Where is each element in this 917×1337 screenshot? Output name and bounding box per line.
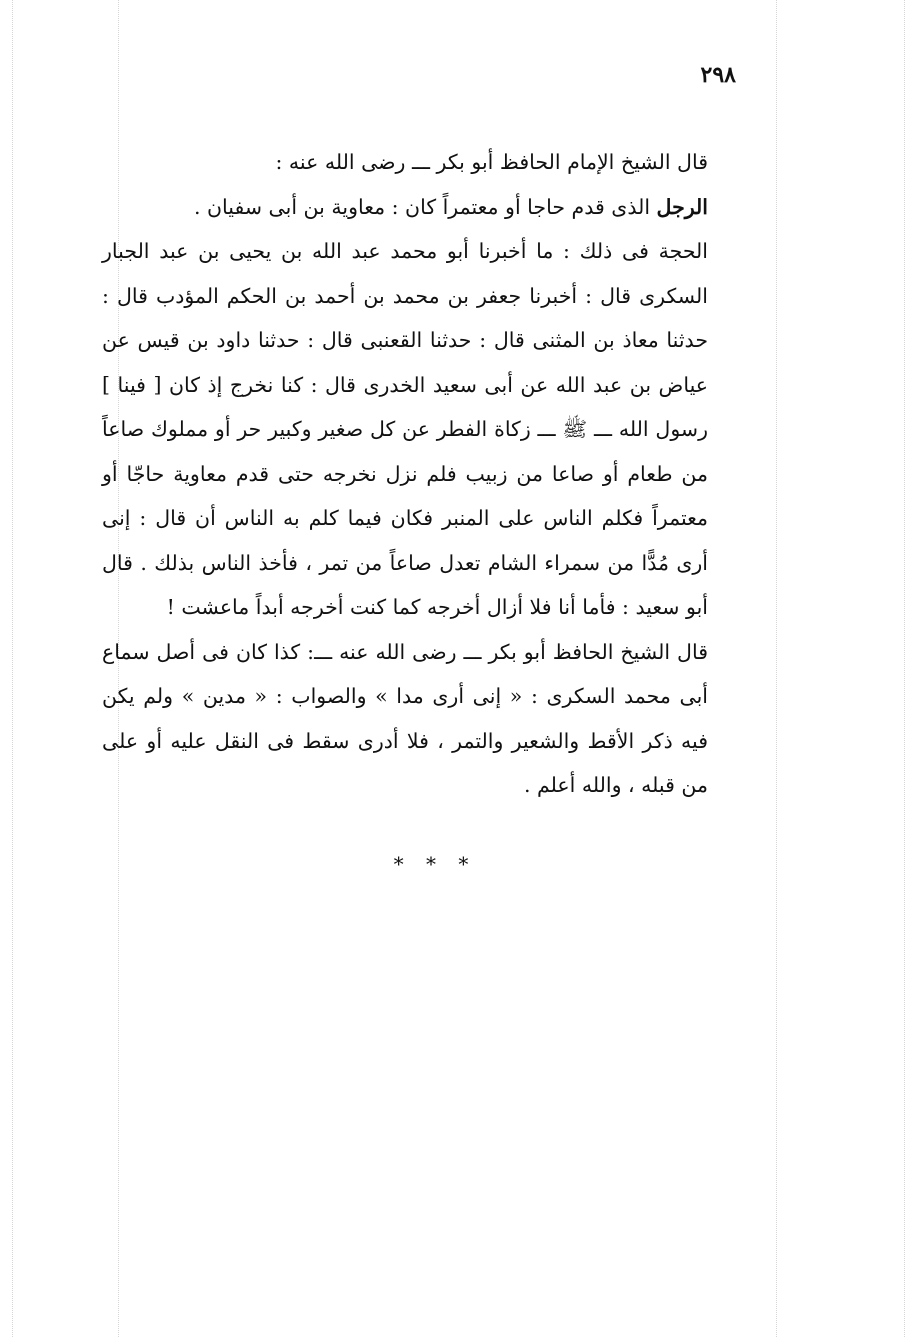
hujja-paragraph: الحجة فى ذلك : ما أخبرنا أبو محمد عبد الله بن يحيى بن عبد الجبار السكرى قال : أخبرنا جعفر بن محمد بن أحمد بن الحكم المؤدب قال : حدثنا معاذ بن المثنى قال : حدثنا القعنبى قال : حدثنا داود بن قيس عن عياض بن عبد الله عن أبى سعيد الخدرى قال : كنا نخرج إذ كان [ فينا ] رسول الله ـــ ﷺ ـــ زكاة الفطر عن كل صغير وكبير حر أو مملوك صاعاً من طعام أو صاعا من زبيب فلم نزل نخرجه حتى قدم معاوية حاجّا أو معتمراً فكلم الناس على المنبر فكان فيما كلم به الناس أن قال : إنى أرى مُدًّا من سمراء الشام تعدل صاعاً من تمر ، فأخذ الناس بذلك . قال أبو سعيد : فأما أنا فلا أزال أخرجه كما كنت أخرجه أبداً ماعشت ! [102, 239, 708, 619]
scan-margin-speckle [904, 0, 905, 1337]
scan-margin-speckle [776, 0, 777, 1337]
intro-entry [102, 185, 708, 230]
scan-margin-speckle [12, 0, 13, 1337]
section-separator: * * * [393, 852, 477, 876]
note-paragraph: قال الشيخ الحافظ أبو بكر ـــ رضى الله عنه ـــ: كذا كان فى أصل سماع أبى محمد السكرى : « إنى أرى مدا » والصواب : « مدين » ولم يكن فيه ذكر الأقط والشعير والتمر ، فلا أدرى سقط فى النقل عليه أو على من قبله ، والله أعلم . [102, 639, 708, 797]
intro-heading: قال الشيخ الإمام الحافظ أبو بكر ـــ رضى الله عنه : [275, 150, 708, 174]
page-number: ٢٩٨ [700, 62, 736, 88]
entry-text: الذى قدم حاجا أو معتمراً كان : معاوية بن أبى سفيان . [193, 194, 657, 219]
body-text [102, 140, 708, 808]
entry-keyword: الرجل [656, 194, 708, 219]
